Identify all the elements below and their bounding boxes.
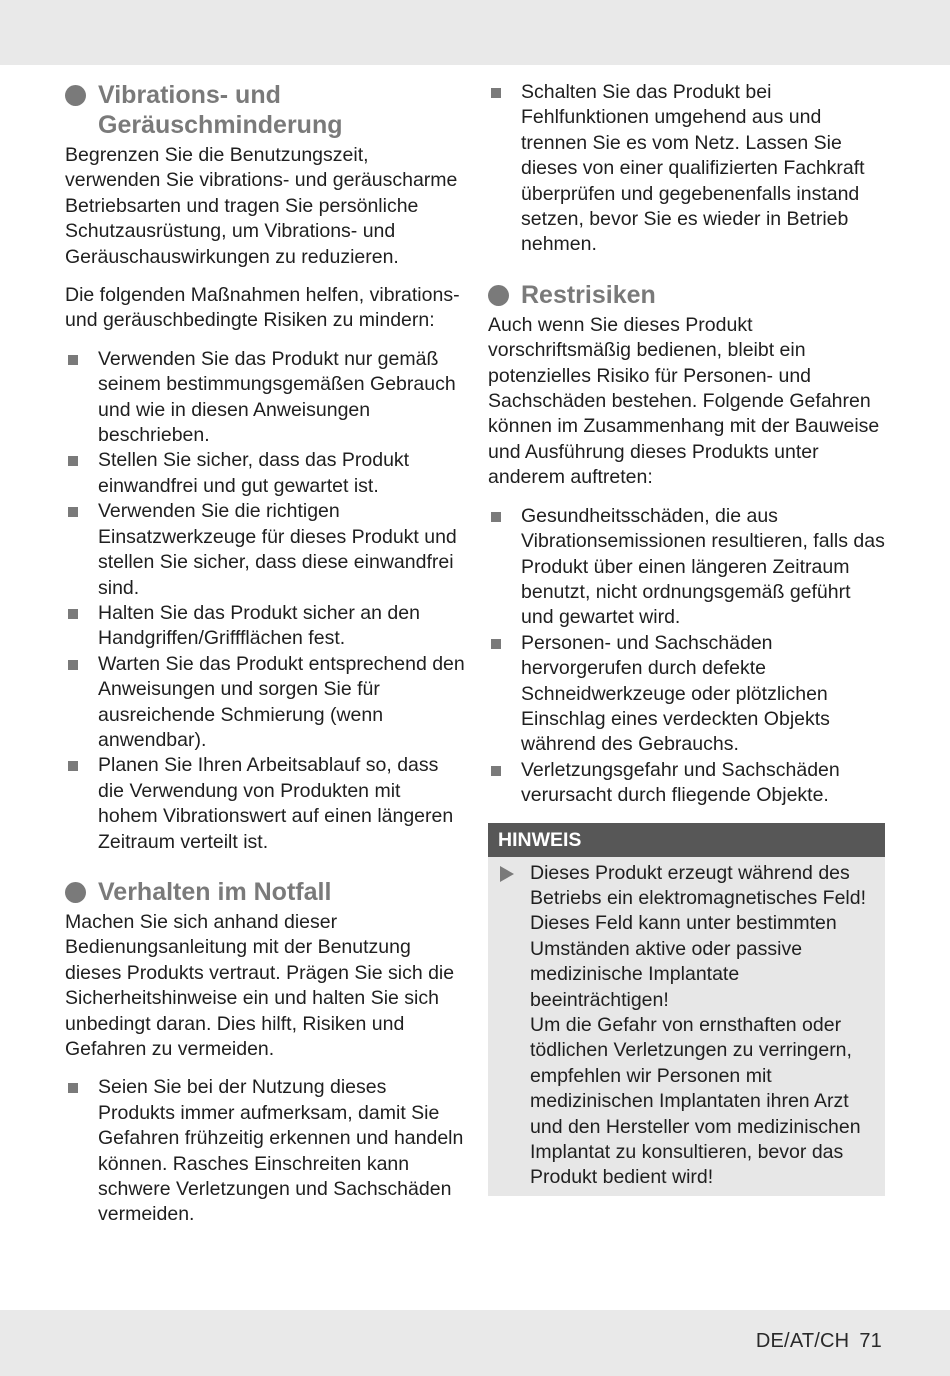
- right-column: [488, 80, 885, 1196]
- square-bullet-icon: [68, 1083, 78, 1093]
- list-item: Personen- und Sachschäden hervorgerufen durch defekte Schneidwerkzeuge oder plötzlichen Einschlag eines verdeckten Objekts während des Gebrauchs.: [488, 631, 885, 758]
- bullet-list: [65, 347, 465, 855]
- square-bullet-icon: [68, 660, 78, 670]
- heading-line-2: Geräuschminderung: [98, 111, 343, 139]
- list-item: Verletzungsgefahr und Sachschäden verursacht durch fliegende Objekte.: [488, 758, 885, 809]
- list-item: Stellen Sie sicher, dass das Produkt einwandfrei und gut gewartet ist.: [65, 448, 465, 499]
- heading-line-1: Vibrations- und: [98, 81, 281, 109]
- bullet-list: [488, 504, 885, 809]
- triangle-bullet-icon: [500, 866, 514, 882]
- paragraph: Die folgenden Maßnahmen helfen, vibrations- und geräuschbedingte Risiken zu mindern:: [65, 284, 460, 332]
- page-footer: [756, 1330, 882, 1353]
- square-bullet-icon: [491, 512, 501, 522]
- square-bullet-icon: [68, 355, 78, 365]
- bullet-list: [65, 1075, 465, 1227]
- bullet-circle-icon: [65, 85, 86, 106]
- section-heading-residual-risks: Restrisiken: [488, 280, 885, 310]
- header-band: [0, 0, 950, 65]
- section-heading-vibration: [65, 80, 465, 140]
- section-heading-emergency: Verhalten im Notfall: [65, 877, 465, 907]
- square-bullet-icon: [68, 456, 78, 466]
- paragraph: Auch wenn Sie dieses Produkt vorschriftsmäßig bedienen, bleibt ein potenzielles Risiko für Personen- und Sachschäden bestehen. Folgende Gefahren können im Zusammenhang mit der Bauweise und Ausführung dieses Produkts unter anderem auftreten:: [488, 313, 880, 489]
- list-item: Warten Sie das Produkt entsprechend den Anweisungen und sorgen Sie für ausreichende Schmierung (wenn anwendbar).: [65, 652, 465, 754]
- notice-text: Um die Gefahr von ernsthaften oder tödlichen Verletzungen zu verringern, empfehlen wir Personen mit medizinischen Implantaten ihren Arzt und den Hersteller vom medizinischen Implantat zu konsultieren, bevor das Produkt bedient wird!: [530, 1014, 861, 1189]
- square-bullet-icon: [68, 507, 78, 517]
- notice-text: Dieses Produkt erzeugt während des Betriebs ein elektromagnetisches Feld! Dieses Feld kann unter bestimmten Umständen aktive oder passive medizinische Implantate beeinträchtigen!: [530, 861, 867, 1011]
- bullet-circle-icon: [488, 285, 509, 306]
- square-bullet-icon: [68, 761, 78, 771]
- notice-box: [488, 823, 885, 1196]
- square-bullet-icon: [491, 766, 501, 776]
- notice-title: HINWEIS: [488, 823, 885, 857]
- list-item: Seien Sie bei der Nutzung dieses Produkts immer aufmerksam, damit Sie Gefahren frühzeitig erkennen und handeln können. Rasches Einschreiten kann schwere Verletzungen und Sachschäden vermeiden.: [65, 1075, 465, 1227]
- list-item: Planen Sie Ihren Arbeitsablauf so, dass die Verwendung von Produkten mit hohem Vibrationswert auf einen längeren Zeitraum verteilt ist.: [65, 753, 465, 855]
- page-number: 71: [859, 1330, 882, 1352]
- list-item: Schalten Sie das Produkt bei Fehlfunktionen umgehend aus und trennen Sie es vom Netz. Lassen Sie dieses von einer qualifizierten Fachkraft überprüfen und gegebenenfalls instand setzen, bevor Sie es wieder in Betrieb nehmen.: [488, 80, 885, 258]
- paragraph: Begrenzen Sie die Benutzungszeit, verwenden Sie vibrations- und geräuscharme Betriebsarten und tragen Sie persönliche Schutzausrüstung, um Vibrations- und Geräuschauswirkungen zu reduzieren.: [65, 144, 458, 268]
- list-item: Gesundheitsschäden, die aus Vibrationsemissionen resultieren, falls das Produkt über einen längeren Zeitraum benutzt, nicht ordnungsgemäß geführt und gewartet wird.: [488, 504, 885, 631]
- list-item: Verwenden Sie das Produkt nur gemäß seinem bestimmungsgemäßen Gebrauch und wie in diesen Anweisungen beschrieben.: [65, 347, 465, 449]
- paragraph: Machen Sie sich anhand dieser Bedienungsanleitung mit der Benutzung dieses Produkts vertraut. Prägen Sie sich die Sicherheitshinweise ein und halten Sie sich unbedingt daran. Dies hilft, Risiken und Gefahren zu vermeiden.: [65, 910, 455, 1060]
- footer-region: DE/AT/CH: [755, 1330, 850, 1352]
- notice-body: [488, 857, 885, 1196]
- left-column: [65, 80, 465, 1228]
- bullet-list: [488, 80, 885, 258]
- list-item: Verwenden Sie die richtigen Einsatzwerkzeuge für dieses Produkt und stellen Sie sicher, dass diese einwandfrei sind.: [65, 499, 465, 601]
- square-bullet-icon: [491, 639, 501, 649]
- square-bullet-icon: [491, 88, 501, 98]
- bullet-circle-icon: [65, 882, 86, 903]
- square-bullet-icon: [68, 609, 78, 619]
- list-item: Halten Sie das Produkt sicher an den Handgriffen/Griffflächen fest.: [65, 601, 465, 652]
